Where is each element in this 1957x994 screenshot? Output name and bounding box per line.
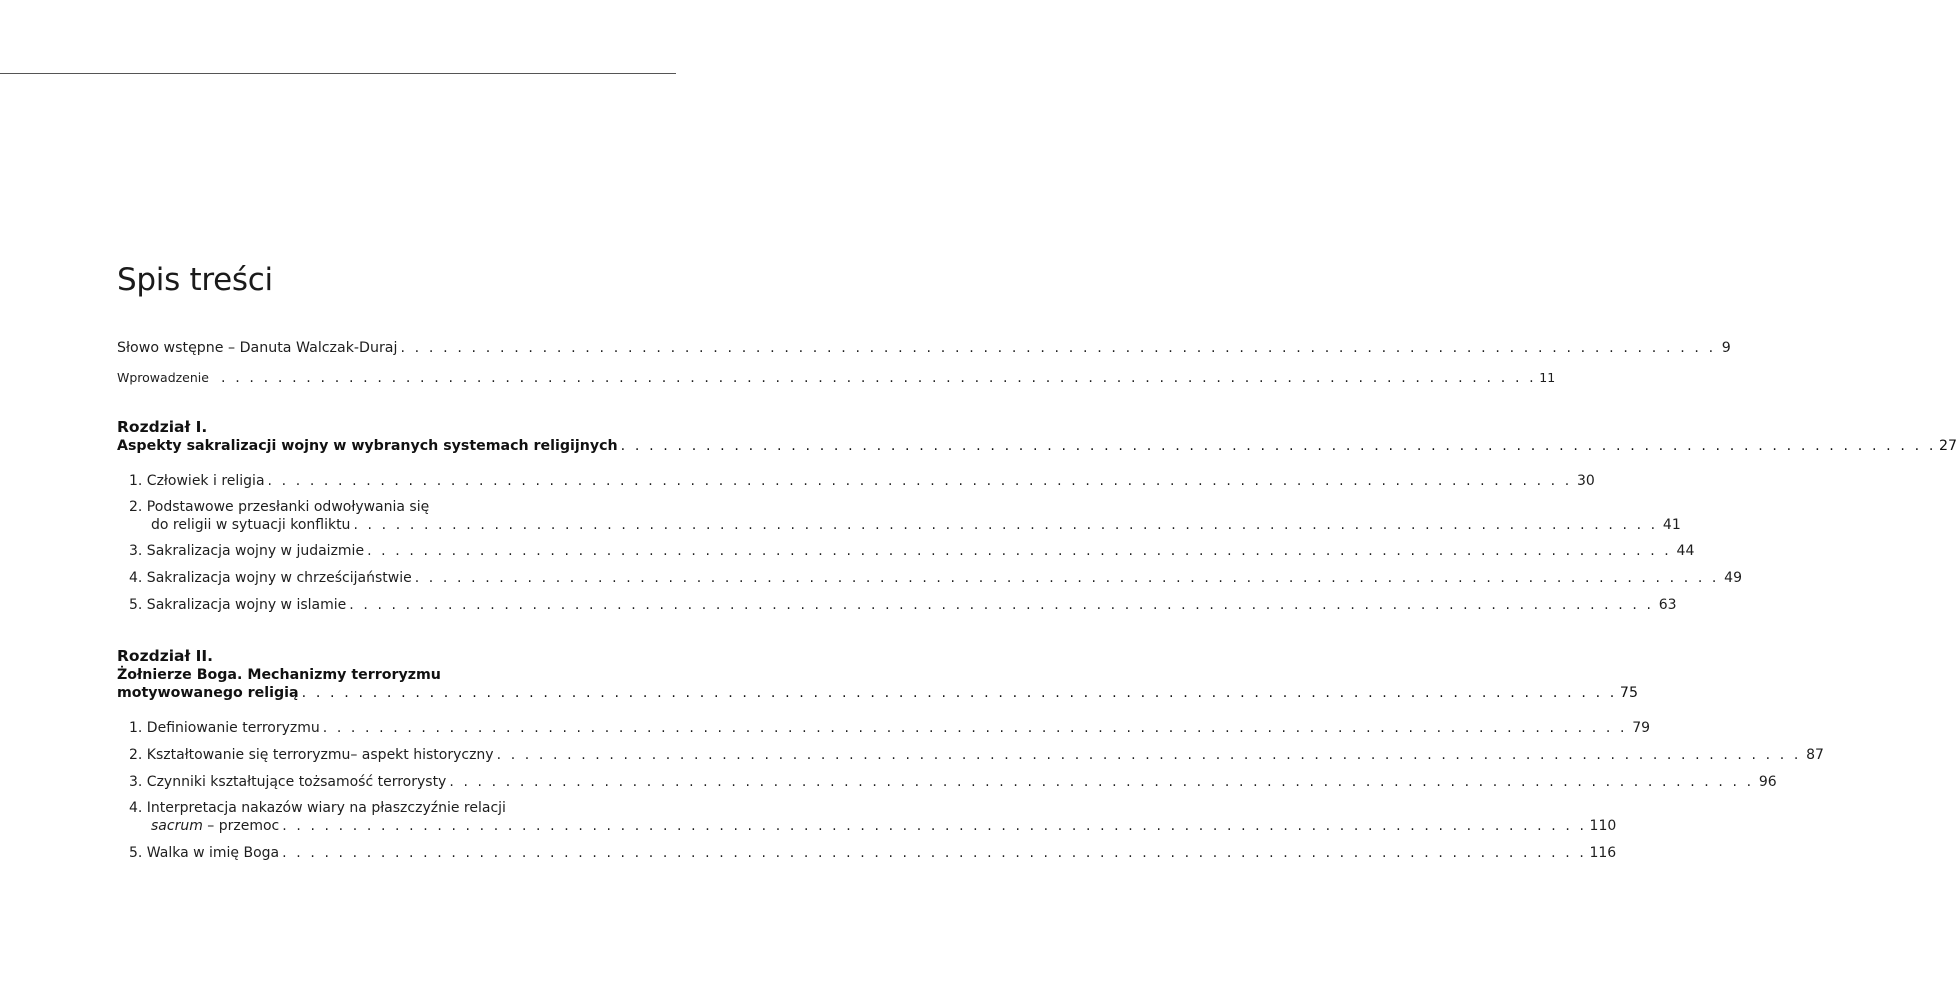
dot-leader: . . . . . . . . . . . . . . . . . . . . . . . . . . . . . . . . . . . . . . . . . . . . . . . . . . . . . . . . . . . . . . . . . . . . . . . . . . . . . . . . . . . . . . . . . . . . . <box>353 517 1658 533</box>
toc-page-number: 63 <box>1658 597 1677 613</box>
toc-page-number: 110 <box>1589 818 1617 834</box>
dot-leader: . . . . . . . . . . . . . . . . . . . . . . . . . . . . . . . . . . . . . . . . . . . . . . . . . . . . . . . . . . . . . . . . . . . . . . . . . . . . . . . . . . . . . . . . . . . . . <box>367 543 1672 559</box>
toc-entry-2-5[interactable] <box>129 845 1617 861</box>
dot-leader: . . . . . . . . . . . . . . . . . . . . . . . . . . . . . . . . . . . . . . . . . . . . . . . . . . . . . . . . . . . . . . . . . . . . . . . . . . . . . . . . . . . . . . . . . . . . . <box>414 570 1719 586</box>
dot-leader: . . . . . . . . . . . . . . . . . . . . . . . . . . . . . . . . . . . . . . . . . . . . . . . . . . . . . . . . . . . . . . . . . . . . . . . . . . . . . . . . . . . . . . . . . . . . . <box>301 685 1617 701</box>
toc-page-number: 116 <box>1589 845 1617 861</box>
dot-leader: . . . . . . . . . . . . . . . . . . . . . . . . . . . . . . . . . . . . . . . . . . . . . . . . . . . . . . . . . . . . . . . . . . . . . . . . . . . . . . . . . . . . . . . . . . . . . <box>400 340 1716 356</box>
dot-leader: . . . . . . . . . . . . . . . . . . . . . . . . . . . . . . . . . . . . . . . . . . . . . . . . . . . . . . . . . . . . . . . . . . . . . . . . . . . . . . . . . . . . . . . . . . . . . <box>267 473 1572 489</box>
toc-entry-label: 4. Interpretacja nakazów wiary na płaszczyźnie relacji <box>129 800 506 816</box>
toc-entry-2-3[interactable] <box>129 774 1777 790</box>
toc-entry-2-4[interactable] <box>129 800 1617 834</box>
toc-entry-label: 1. Człowiek i religia <box>129 473 265 489</box>
toc-entry-2-2[interactable] <box>129 747 1824 763</box>
toc-entry-2-1[interactable] <box>129 720 1651 736</box>
toc-entry-preface[interactable] <box>117 340 1731 356</box>
toc-entry-1-4[interactable] <box>129 570 1742 586</box>
toc-entry-label: Wprowadzenie <box>117 370 209 385</box>
dot-leader: . . . . . . . . . . . . . . . . . . . . . . . . . . . . . . . . . . . . . . . . . . . . . . . . . . . . . . . . . . . . . . . . . . . . . . . . . . . . . . . . . . . . . . . . . . . . . <box>282 818 1587 834</box>
toc-entry-introduction[interactable] <box>117 370 1556 386</box>
toc-page-number: 75 <box>1619 685 1638 701</box>
dot-leader: . . . . . . . . . . . . . . . . . . . . . . . . . . . . . . . . . . . . . . . . . . . . . . . . . . . . . . . . . . . . . . . . . . . . . . . . . . . . . . . . . . . . . . . . . . . . . <box>449 774 1754 790</box>
dot-leader: . . . . . . . . . . . . . . . . . . . . . . . . . . . . . . . . . . . . . . . . . . . . . . . . . . . . . . . . . . . . . . . . . . . . . . . . . . . . . . . . . . . . . . . . . . . . . <box>220 370 1537 386</box>
toc-entry-label: 2. Kształtowanie się terroryzmu– aspekt historyczny <box>129 747 494 763</box>
chapter-1-number: Rozdział I. <box>117 418 208 436</box>
toc-page-number: 49 <box>1724 570 1742 586</box>
dot-leader: . . . . . . . . . . . . . . . . . . . . . . . . . . . . . . . . . . . . . . . . . . . . . . . . . . . . . . . . . . . . . . . . . . . . . . . . . . . . . . . . . . . . . . . . . . . . . <box>496 747 1801 763</box>
toc-page-number: 41 <box>1662 517 1681 533</box>
toc-entry-label: 1. Definiowanie terroryzmu <box>129 720 320 736</box>
toc-entry-label-rest: – przemoc <box>202 818 280 834</box>
toc-page-number: 87 <box>1806 747 1824 763</box>
toc-entry-label: motywowanego religią <box>117 685 299 701</box>
chapter-2-number: Rozdział II. <box>117 647 214 665</box>
toc-entry-1-3[interactable] <box>129 543 1695 559</box>
top-rule <box>0 73 676 74</box>
page-title: Spis treści <box>117 262 273 298</box>
dot-leader: . . . . . . . . . . . . . . . . . . . . . . . . . . . . . . . . . . . . . . . . . . . . . . . . . . . . . . . . . . . . . . . . . . . . . . . . . . . . . . . . . . . . . . . . . . . . . <box>620 438 1936 454</box>
toc-entry-1-1[interactable] <box>129 473 1595 489</box>
toc-entry-label: 5. Walka w imię Boga <box>129 845 280 861</box>
dot-leader: . . . . . . . . . . . . . . . . . . . . . . . . . . . . . . . . . . . . . . . . . . . . . . . . . . . . . . . . . . . . . . . . . . . . . . . . . . . . . . . . . . . . . . . . . . . . . <box>322 720 1628 736</box>
toc-entry-label: 2. Podstawowe przesłanki odwoływania się <box>129 499 430 515</box>
toc-page-number: 44 <box>1676 543 1695 559</box>
toc-entry-label: 4. Sakralizacja wojny w chrześcijaństwie <box>129 570 412 586</box>
toc-entry-chapter-1[interactable] <box>117 438 1957 454</box>
toc-page-number: 27 <box>1938 438 1957 454</box>
chapter-2-title-line1: Żołnierze Boga. Mechanizmy terroryzmu <box>117 667 441 683</box>
dot-leader: . . . . . . . . . . . . . . . . . . . . . . . . . . . . . . . . . . . . . . . . . . . . . . . . . . . . . . . . . . . . . . . . . . . . . . . . . . . . . . . . . . . . . . . . . . . . . <box>349 597 1654 613</box>
toc-entry-1-2[interactable] <box>129 499 1681 533</box>
toc-page-number: 79 <box>1632 720 1651 736</box>
sacrum-italic-text: sacrum <box>151 818 203 834</box>
toc-entry-label: 5. Sakralizacja wojny w islamie <box>129 597 347 613</box>
dot-leader: . . . . . . . . . . . . . . . . . . . . . . . . . . . . . . . . . . . . . . . . . . . . . . . . . . . . . . . . . . . . . . . . . . . . . . . . . . . . . . . . . . . . . . . . . . . . . <box>282 845 1587 861</box>
toc-entry-label-continued: do religii w sytuacji konfliktu <box>151 517 351 533</box>
toc-entry-label: Słowo wstępne – Danuta Walczak-Duraj <box>117 340 398 356</box>
toc-page-number: 11 <box>1539 370 1556 385</box>
toc-entry-line2 <box>151 517 1681 533</box>
toc-entry-label: Aspekty sakralizacji wojny w wybranych systemach religijnych <box>117 438 618 454</box>
toc-entry-label: 3. Czynniki kształtujące tożsamość terrorysty <box>129 774 447 790</box>
toc-entry-chapter-2[interactable] <box>117 685 1638 701</box>
toc-page-number: 30 <box>1577 473 1595 489</box>
toc-page-number: 96 <box>1758 774 1777 790</box>
toc-entry-label: 3. Sakralizacja wojny w judaizmie <box>129 543 365 559</box>
toc-entry-1-5[interactable] <box>129 597 1677 613</box>
toc-entry-label-continued <box>151 818 279 834</box>
toc-page-number: 9 <box>1721 340 1731 356</box>
toc-entry-line2 <box>151 818 1617 834</box>
